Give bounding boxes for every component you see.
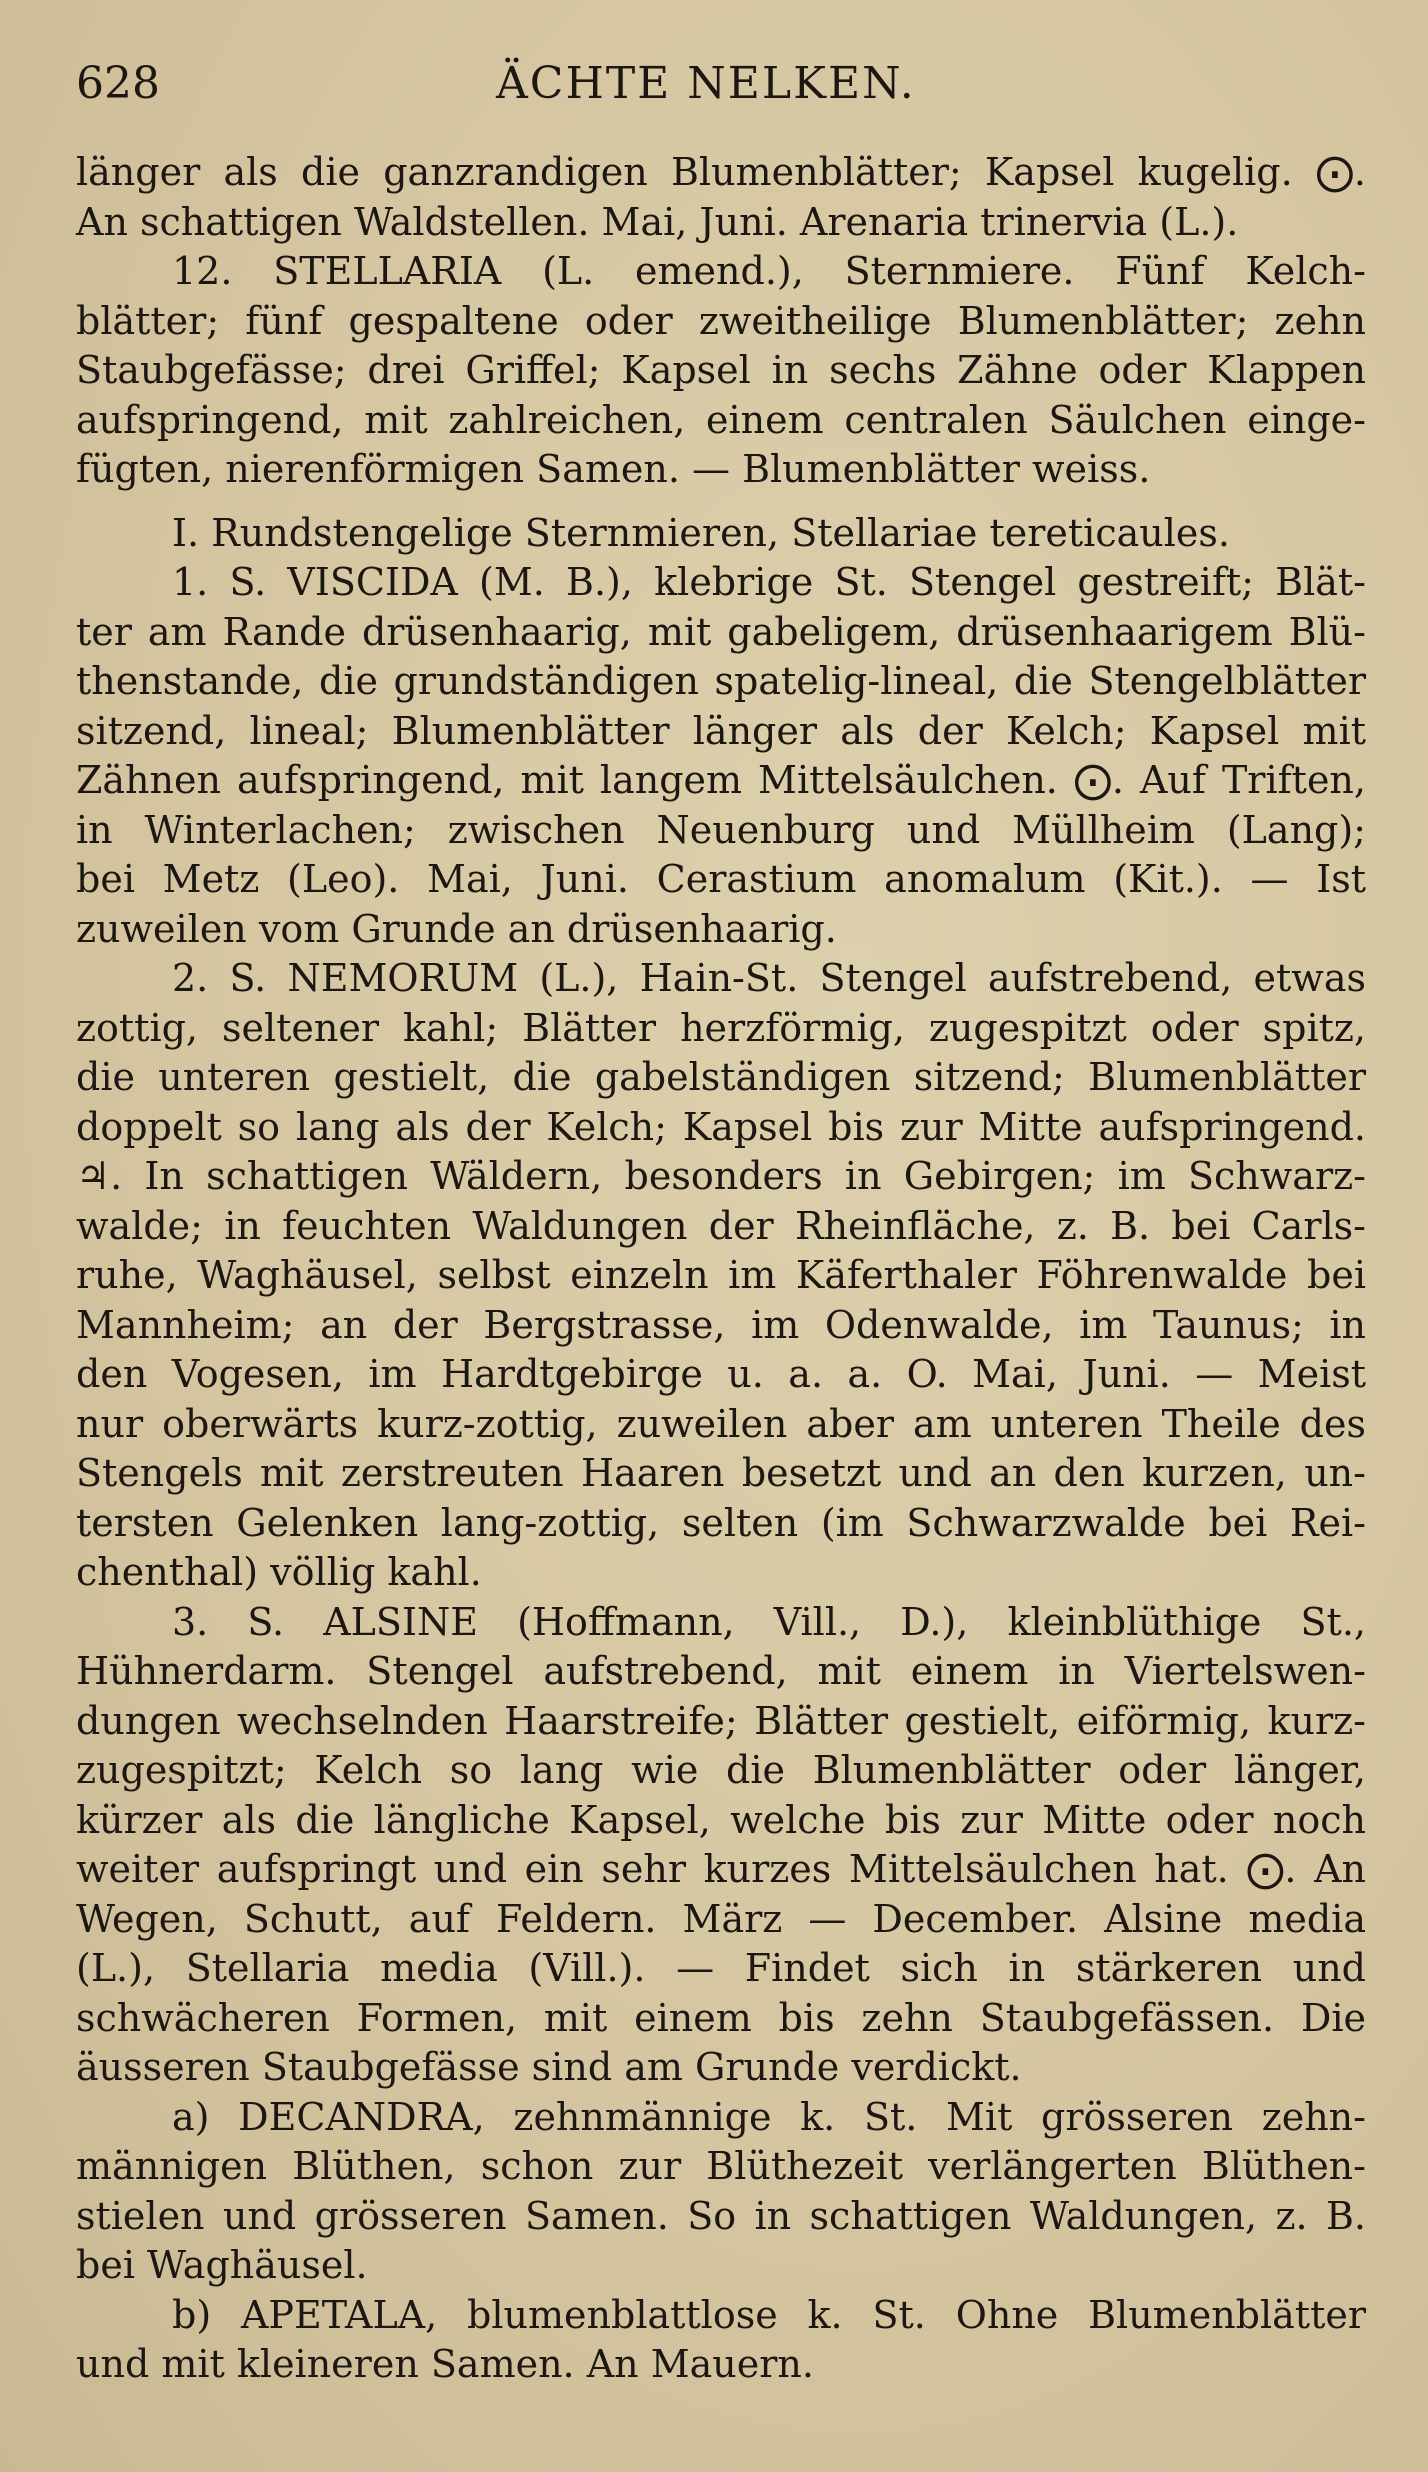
text-line: äusseren Staubgefässe sind am Grunde verdickt.: [76, 2045, 1022, 2089]
species-entry-line: 1. S. VISCIDA (M. B.), klebrige St. Stengel gestreift; Blät-: [172, 560, 1366, 604]
text-line: An schattigen Waldstellen. Mai, Juni. Arenaria trinervia (L.).: [76, 199, 1239, 244]
text-line: zottig, seltener kahl; Blätter herzförmig, zugespitzt oder spitz,: [76, 1005, 1366, 1050]
text-line: doppelt so lang als der Kelch; Kapsel bis zur Mitte aufspringend.: [76, 1104, 1366, 1149]
species-entry-line: 2. S. NEMORUM (L.), Hain-St. Stengel aufstrebend, etwas: [172, 956, 1366, 1000]
text-line: sitzend, lineal; Blumenblätter länger als der Kelch; Kapsel mit: [76, 708, 1366, 753]
text-line: den Vogesen, im Hardtgebirge u. a. a. O. Mai, Juni. — Meist: [76, 1352, 1366, 1396]
text-line: ruhe, Waghäusel, selbst einzeln im Käferthaler Föhrenwalde bei: [76, 1253, 1366, 1297]
text-line: bei Metz (Leo). Mai, Juni. Cerastium anomalum (Kit.). — Ist: [76, 857, 1366, 901]
text-line: und mit kleineren Samen. An Mauern.: [76, 2342, 814, 2386]
text-line: kürzer als die längliche Kapsel, welche bis zur Mitte oder noch: [76, 1797, 1366, 1842]
genus-heading-line: 12. STELLARIA (L. emend.), Sternmiere. Fünf Kelch-: [172, 249, 1366, 293]
text-line: in Winterlachen; zwischen Neuenburg und Müllheim (Lang);: [76, 807, 1366, 852]
page-header: [76, 58, 1366, 148]
book-page: [76, 58, 1366, 2390]
running-title: ÄCHTE NELKEN.: [496, 58, 916, 109]
text-line: tersten Gelenken lang-zottig, selten (im Schwarzwalde bei Rei-: [76, 1500, 1366, 1545]
text-line: Staubgefässe; drei Griffel; Kapsel in sechs Zähne oder Klappen: [76, 348, 1366, 392]
text-line: Hühnerdarm. Stengel aufstrebend, mit einem in Viertelswen-: [76, 1649, 1366, 1693]
variety-entry-line: a) DECANDRA, zehnmännige k. St. Mit grösseren zehn-: [172, 2094, 1366, 2139]
text-line: männigen Blüthen, schon zur Blüthezeit verlängerten Blüthen-: [76, 2144, 1366, 2188]
text-line: walde; in feuchten Waldungen der Rheinfläche, z. B. bei Carls-: [76, 1203, 1366, 1248]
species-entry-line: 3. S. ALSINE (Hoffmann, Vill., D.), kleinblüthige St.,: [172, 1599, 1366, 1644]
text-line: ♃. In schattigen Wäldern, besonders in Gebirgen; im Schwarz-: [76, 1154, 1366, 1198]
variety-entry-line: b) APETALA, blumenblattlose k. St. Ohne Blumenblätter: [172, 2292, 1366, 2337]
text-line: länger als die ganzrandigen Blumenblätter; Kapsel kugelig. ⨀.: [76, 150, 1366, 194]
text-line: Mannheim; an der Bergstrasse, im Odenwalde, im Taunus; in: [76, 1302, 1366, 1347]
text-line: chenthal) völlig kahl.: [76, 1550, 482, 1594]
text-line: Wegen, Schutt, auf Feldern. März — December. Alsine media: [76, 1896, 1366, 1941]
text-line: Stengels mit zerstreuten Haaren besetzt und an den kurzen, un-: [76, 1451, 1366, 1495]
text-line: stielen und grösseren Samen. So in schattigen Waldungen, z. B.: [76, 2193, 1366, 2238]
text-line: fügten, nierenförmigen Samen. — Blumenblätter weiss.: [76, 447, 1151, 491]
text-line: thenstande, die grundständigen spatelig-lineal, die Stengelblätter: [76, 659, 1366, 703]
text-line: zugespitzt; Kelch so lang wie die Blumenblätter oder länger,: [76, 1748, 1366, 1792]
text-line: zuweilen vom Grunde an drüsenhaarig.: [76, 906, 837, 951]
text-line: aufspringend, mit zahlreichen, einem centralen Säulchen einge-: [76, 397, 1366, 442]
text-line: bei Waghäusel.: [76, 2243, 368, 2287]
text-line: schwächeren Formen, mit einem bis zehn Staubgefässen. Die: [76, 1995, 1366, 2040]
body-text: [76, 148, 1366, 2390]
text-line: Zähnen aufspringend, mit langem Mittelsäulchen. ⨀. Auf Triften,: [76, 758, 1366, 802]
text-line: (L.), Stellaria media (Vill.). — Findet sich in stärkeren und: [76, 1946, 1366, 1990]
text-line: nur oberwärts kurz-zottig, zuweilen aber am unteren Theile des: [76, 1401, 1366, 1446]
text-line: die unteren gestielt, die gabelständigen sitzend; Blumenblätter: [76, 1055, 1366, 1099]
text-line: ter am Rande drüsenhaarig, mit gabeligem, drüsenhaarigem Blü-: [76, 609, 1366, 654]
text-line: blätter; fünf gespaltene oder zweitheilige Blumenblätter; zehn: [76, 298, 1366, 343]
text-line: weiter aufspringt und ein sehr kurzes Mittelsäulchen hat. ⨀. An: [76, 1847, 1366, 1891]
page-number: 628: [76, 58, 160, 109]
section-heading: I. Rundstengelige Sternmieren, Stellariae tereticaules.: [172, 510, 1230, 555]
text-line: dungen wechselnden Haarstreife; Blätter gestielt, eiförmig, kurz-: [76, 1698, 1366, 1743]
